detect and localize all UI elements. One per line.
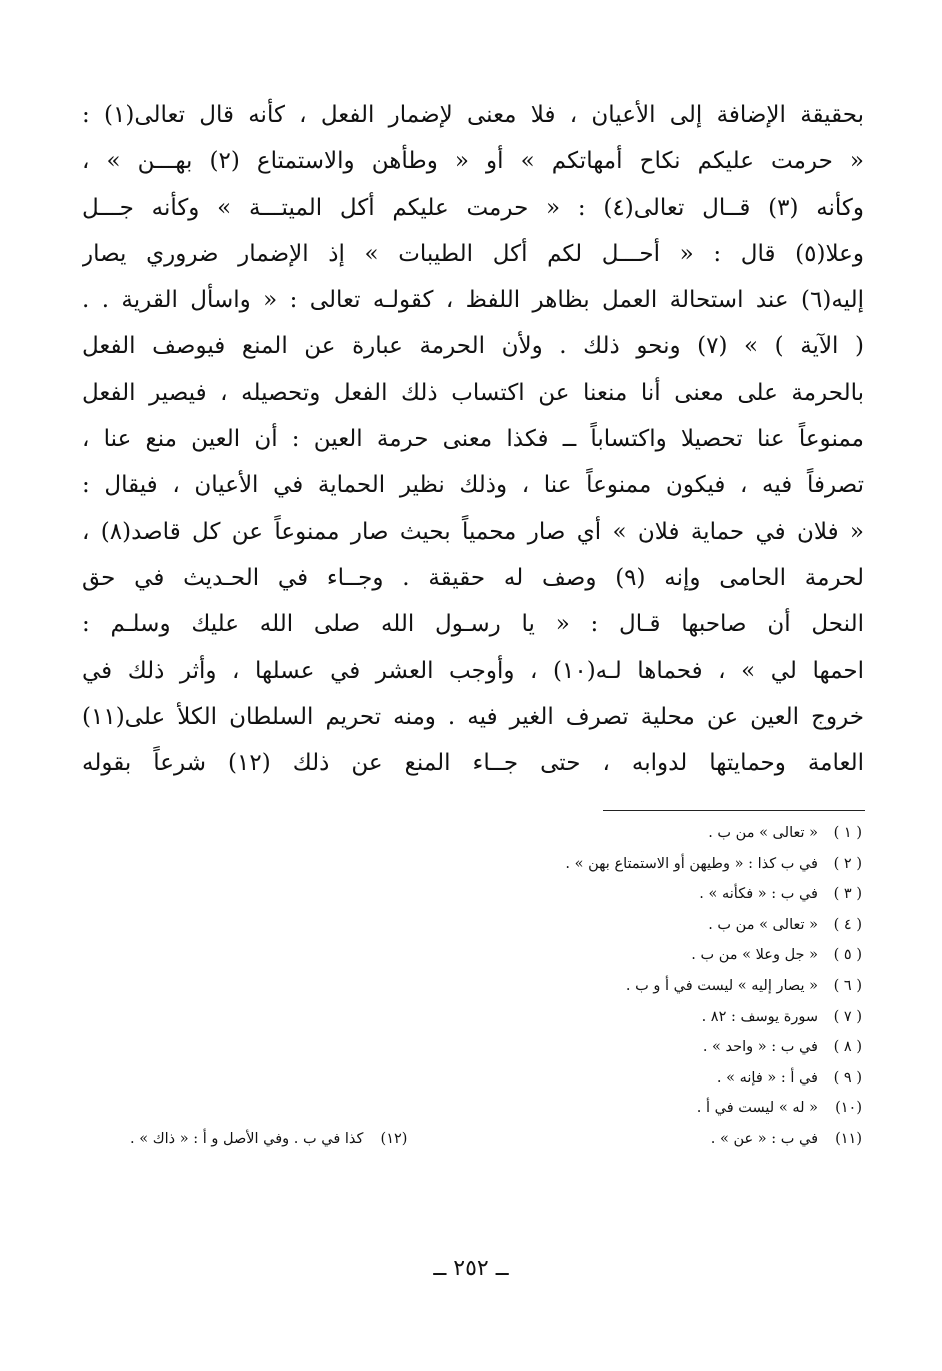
footnote-text: « له » ليست في أ . — [696, 1100, 818, 1117]
main-text — [82, 92, 864, 786]
text-line-2: « حرمت عليكم نكاح أمهاتكم » أو « وطأهن والاستمتاع (٢) بهـــن » ، — [82, 148, 864, 175]
footnote-10 — [130, 1093, 862, 1124]
footnote-text: في أ : « فإنه » . — [716, 1069, 818, 1086]
footnote-11 — [130, 1124, 862, 1155]
footnote-text: في ب : « عن » . — [710, 1130, 818, 1147]
text-line-7: بالحرمة على معنى أنا منعنا عن اكتساب ذلك الفعل وتحصيله ، فيصير الفعل — [82, 379, 864, 406]
text-line-8: ممنوعاً عنا تحصيلا واكتساباً ــ فكذا معنى حرمة العين : أن العين منع عنا ، — [82, 426, 864, 453]
text-line-10: « فلان في حماية فلان » أي صار محمياً بحيث صار ممنوعاً عن كل قاصد(٨) ، — [82, 518, 864, 545]
footnote-separator — [603, 810, 865, 811]
footnote-text: في ب كذا : « وطيهن أو الاستمتاع بهن » . — [565, 855, 818, 872]
footnote-3 — [130, 879, 862, 910]
footnote-number: (١٢) — [380, 1130, 408, 1147]
footnote-text: « جل وعلا » من ب . — [691, 947, 818, 964]
footnote-text: سورة يوسف : ٨٢ . — [701, 1008, 818, 1025]
text-line-9: تصرفاً فيه ، فيكون ممنوعاً عنا ، وذلك نظير الحماية في الأعيان ، فيقال : — [82, 472, 864, 499]
text-line-5: إليه(٦) عند استحالة العمل بظاهر اللفظ ، كقولـه تعالى : « واسأل القرية . . — [82, 287, 864, 314]
text-line-12: النحل أن صاحبها قـال : « يا رسـول الله صلى الله عليك وسلـم : — [82, 611, 864, 638]
footnote-number: (١٠) — [835, 1100, 862, 1117]
footnote-1 — [130, 818, 862, 849]
footnote-text: « تعالى » من ب . — [708, 916, 818, 933]
footnote-2 — [130, 849, 862, 880]
page-number: ــ ٢٥٢ ــ — [433, 1256, 509, 1281]
footnote-number: ( ٣ ) — [833, 886, 862, 903]
footnote-number: (١١) — [835, 1130, 862, 1147]
footnote-5 — [130, 940, 862, 971]
footnote-8 — [130, 1032, 862, 1063]
footnote-text: « يصار إليه » ليست في أ و ب . — [625, 977, 818, 994]
text-line-14: خروج العين عن محلية تصرف الغير فيه . ومنه تحريم السلطان الكلأ على(١١) — [82, 703, 864, 730]
text-line-6: ( الآية ) » (٧) ونحو ذلك . ولأن الحرمة عبارة عن المنع فيوصف الفعل — [82, 333, 864, 360]
footnote-number: ( ٥ ) — [833, 947, 862, 964]
text-line-3: وكأنه (٣) قــال تعالى(٤) : « حرمت عليكم أكل الميتـــة » وكأنه جـــل — [82, 194, 864, 221]
footnote-number: ( ٨ ) — [833, 1039, 862, 1056]
footnote-6 — [130, 971, 862, 1002]
footnote-12 — [130, 1124, 407, 1155]
footnote-number: ( ٤ ) — [833, 916, 862, 933]
text-line-11: لحرمة الحامى وإنه (٩) وصف له حقيقة . وجــاء في الحـديث في حق — [82, 564, 864, 591]
footnote-7 — [130, 1002, 862, 1033]
footnote-number: ( ٢ ) — [833, 855, 862, 872]
text-line-4: وعلا(٥) قال : « أحـــل لكم أكل الطيبات » إذ الإضمار ضروري يصار — [82, 240, 864, 267]
text-line-15: العامة وحمايتها لدوابه ، حتى جــاء المنع عن ذلك (١٢) شرعاً بقوله — [82, 750, 864, 777]
footnote-4 — [130, 910, 862, 941]
footnote-number: ( ٦ ) — [833, 977, 862, 994]
footnote-number: ( ٩ ) — [833, 1069, 862, 1086]
text-line-1: بحقيقة الإضافة إلى الأعيان ، فلا معنى لإضمار الفعل ، كأنه قال تعالى(١) : — [82, 102, 864, 128]
footnote-text: في ب : « واحد » . — [702, 1039, 818, 1056]
footnote-number: ( ١ ) — [833, 825, 862, 841]
footnote-text: كذا في ب . وفي الأصل و أ : « ذاك » . — [130, 1130, 364, 1147]
footnotes — [130, 818, 862, 1155]
footnote-9 — [130, 1063, 862, 1094]
footnote-text: في ب : « فكأنه » . — [699, 886, 818, 903]
footnote-text: « تعالى » من ب . — [708, 825, 818, 841]
footnote-number: ( ٧ ) — [833, 1008, 862, 1025]
text-line-13: احمها لي » ، فحماها لـه(١٠) ، وأوجب العشر في عسلها ، وأثر ذلك في — [82, 657, 864, 684]
